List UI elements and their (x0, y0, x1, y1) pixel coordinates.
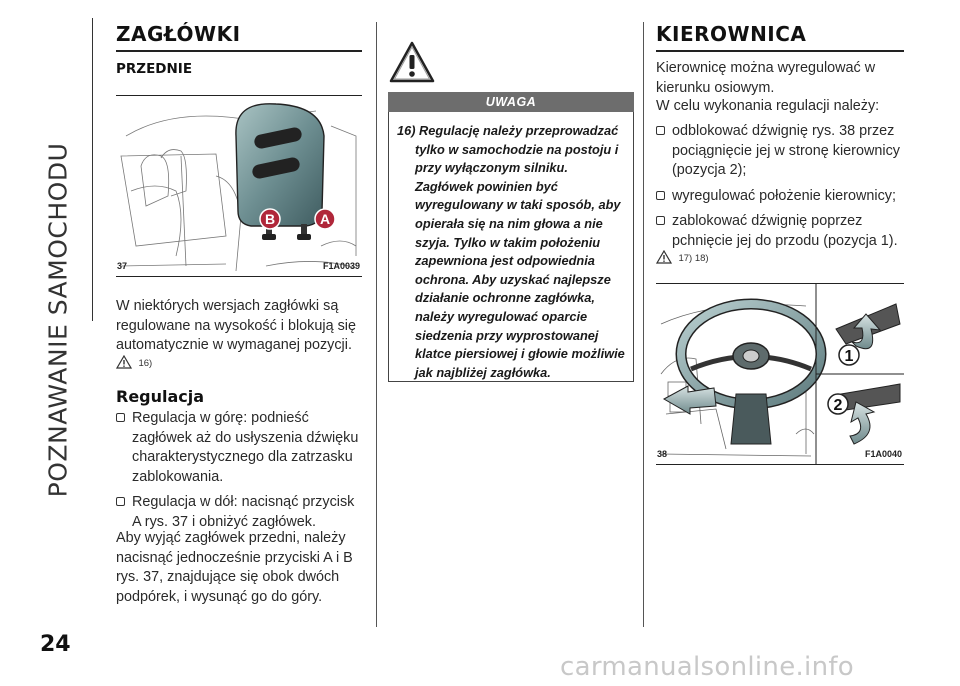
list-item: odblokować dźwignię rys. 38 przez pociągnięcie jej w stronę kierownicy (pozycja 2); (656, 122, 906, 181)
label-a: A (319, 211, 331, 227)
adjust-list (116, 409, 366, 532)
checkbox-bullet-icon (656, 126, 665, 135)
figure-number: 37 (117, 261, 128, 271)
steering-list (656, 122, 906, 251)
warning-ref-16 (116, 355, 153, 374)
warning-body (388, 112, 634, 382)
figure-number: 38 (657, 449, 668, 459)
checkbox-bullet-icon (656, 191, 665, 200)
warning-triangle-icon (388, 40, 436, 84)
steering-illustration (656, 284, 904, 464)
section-steering (656, 22, 904, 52)
warning-title: UWAGA (388, 92, 634, 112)
warning-triangle-icon (656, 250, 672, 264)
side-rule (92, 18, 93, 321)
warning-triangle-icon (116, 355, 132, 369)
warning-text: 16) Regulację należy przeprowadzać tylko w samochodzie na postoju i przy wyłączonym silniku. Zagłówek powinien być wyregulowany w taki sposób, aby opierała się na nim głowa a nie szyja. Tylko w takim położeniu zapewniona jest odpowiednia ochrona. Aby uzyskać najlepsze działanie ochronne zagłówka, należy wyregulować oparcie siedzenia przy wyprostowanej klatce piersiowej i głowie możliwie jak najbliżej zagłówka. (397, 123, 625, 380)
warning-panel (388, 92, 634, 382)
checkbox-bullet-icon (116, 497, 125, 506)
figure-code: F1A0039 (322, 261, 360, 271)
list-item: Regulacja w dół: nacisnąć przycisk A rys. 37 i obniżyć zagłówek. (116, 493, 366, 532)
ref-numbers: 17) 18) (678, 253, 709, 264)
list-item: Regulacja w górę: podnieść zagłówek aż do usłyszenia dźwięku charakterystycznego dla zatrzasku zablokowania. (116, 409, 366, 487)
ref-number: 16) (138, 358, 153, 369)
checkbox-bullet-icon (116, 413, 125, 422)
label-b: B (264, 211, 276, 227)
warning-icon-large (388, 40, 436, 89)
subsection-title: PRZEDNIE (116, 61, 193, 77)
section-title: ZAGŁÓWKI (116, 22, 362, 52)
headrest-illustration (116, 96, 362, 276)
label-2: 2 (833, 397, 843, 414)
list-item: zablokować dźwignię poprzez pchnięcie jej do przodu (pozycja 1). (656, 212, 906, 251)
figure-37-headrest (116, 95, 362, 277)
figure-38-steering (656, 283, 904, 465)
adjust-title: Regulacja (116, 387, 205, 406)
steering-intro: Kierownicę można wyregulować w kierunku osiowym. (656, 60, 876, 96)
column-separator (376, 22, 377, 627)
warning-ref-17-18 (656, 250, 707, 269)
steering-steps-intro: W celu wykonania regulacji należy: (656, 98, 880, 114)
figure-code: F1A0040 (864, 449, 902, 459)
page-number: 24 (40, 632, 71, 657)
column-separator (643, 22, 644, 627)
section-headrests (116, 22, 362, 52)
section-title: KIEROWNICA (656, 22, 904, 52)
headrest-intro: W niektórych wersjach zagłówki są regulowane na wysokość i blokują się automatycznie w wymaganej pozycji. (116, 298, 356, 353)
list-item: wyregulować położenie kierownicy; (656, 187, 906, 207)
headrest-removal: Aby wyjąć zagłówek przedni, należy nacisnąć jednocześnie przyciski A i B rys. 37, znajdujące się obok dwóch podpórek, i wysunąć go do góry. (116, 530, 353, 605)
checkbox-bullet-icon (656, 216, 665, 225)
label-1: 1 (844, 348, 854, 365)
watermark: carmanualsonline.info (560, 652, 855, 682)
